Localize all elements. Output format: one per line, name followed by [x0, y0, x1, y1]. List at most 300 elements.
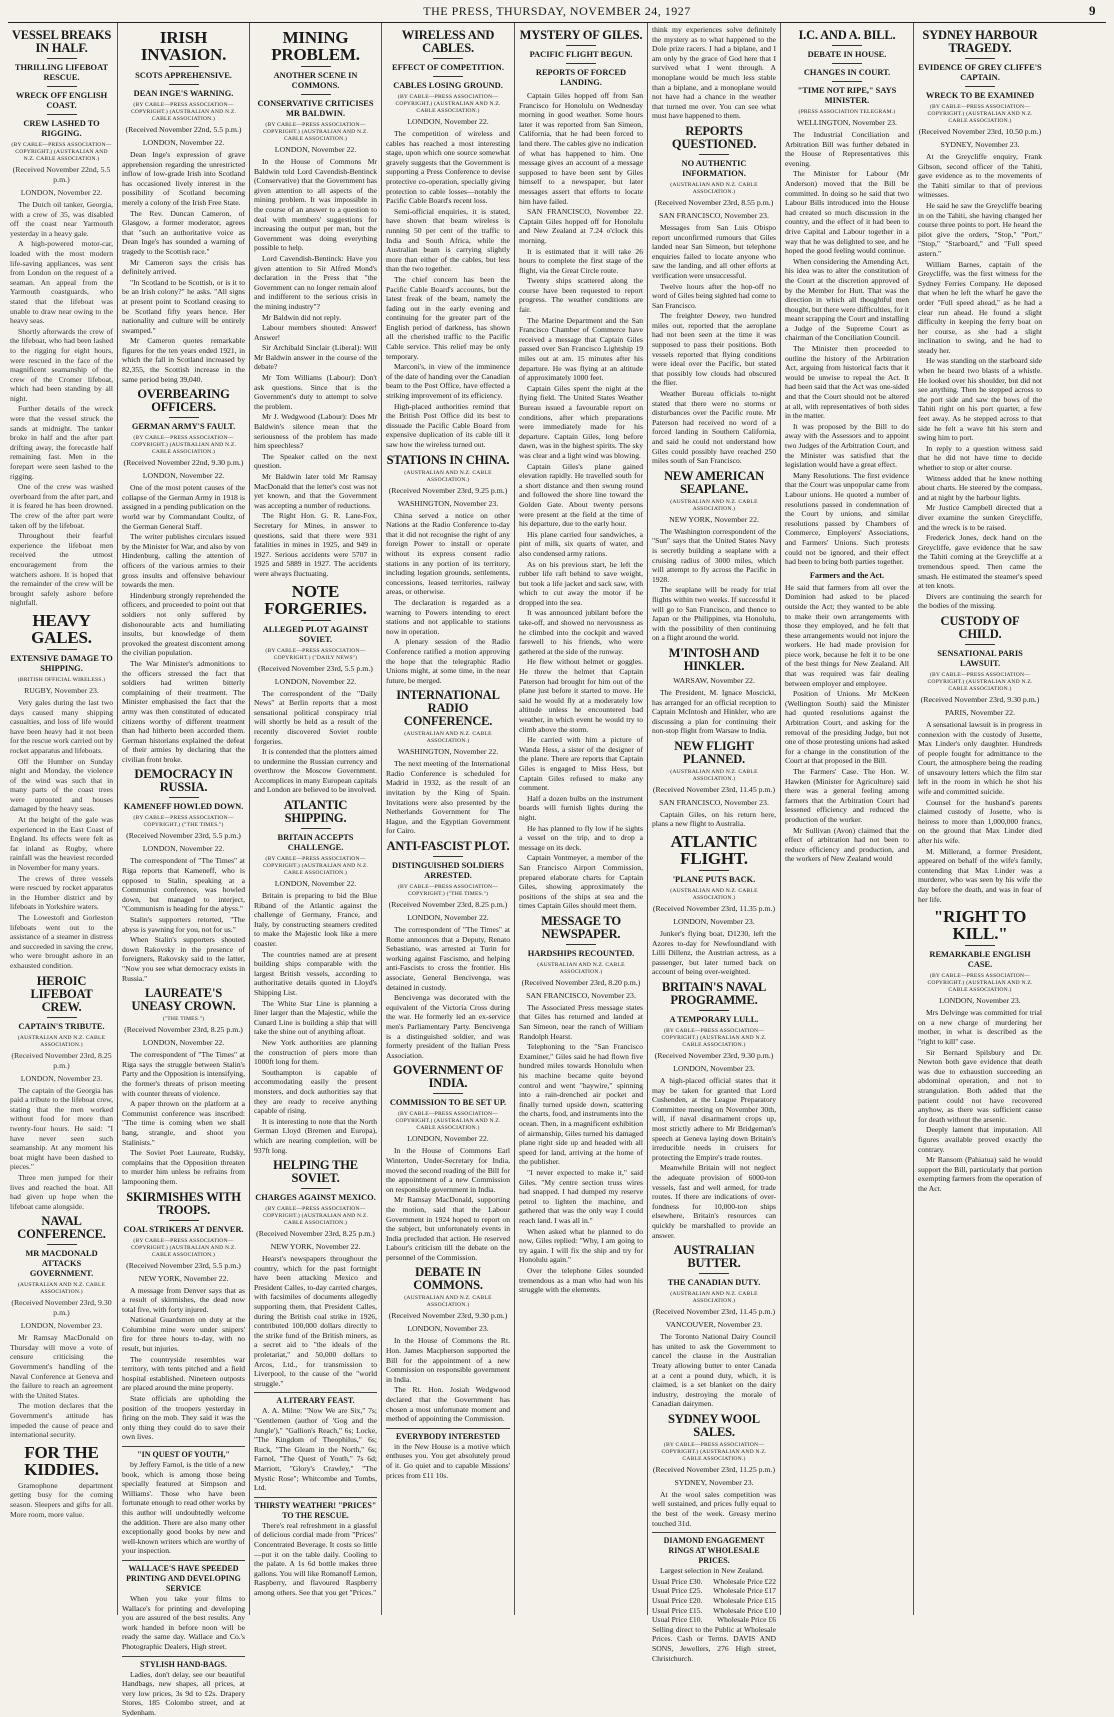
article-headline: LAUREATE'S UNEASY CROWN.: [122, 987, 245, 1013]
dateline: LONDON, November 22.: [122, 471, 245, 481]
paragraph: Messages from San Luis Obispo report unconfirmed rumours that Giles landed near San Simeon, but telephone enquiries failed to locate anyone who saw the landing, and all other efforts at verification were unsuccessful.: [652, 223, 776, 281]
paragraph: Deeply lament that imputation. All figures available proved exactly the contrary.: [918, 1125, 1042, 1154]
cable-credit: (AUSTRALIAN AND N.Z. CABLE ASSOCIATION.): [652, 888, 776, 902]
paragraph: Shortly afterwards the crew of the lifeboat, who had been lashed to the rigging for eight hours, were rescued in the face of the magnificent seamanship of the crew of the Cromer lifeboat, which had been standing by all night.: [10, 327, 113, 404]
ad-headline: "IN QUEST OF YOUTH,": [122, 1450, 245, 1460]
paragraph: Counsel for the husband's parents claimed custody of Josette, who is heiress to more than 1,000,000 francs, on the ground that Max Linder died after his wife.: [918, 798, 1042, 846]
article-subheading: HARDSHIPS RECOUNTED.: [519, 949, 643, 959]
wholesale-price: Wholesale Price £10: [713, 1606, 776, 1616]
dateline: LONDON, November 23.: [10, 1074, 113, 1084]
paragraph: He was standing on the starboard side when he heard two blasts of a whistle. He looked over his shoulder, but did not see anything. Then he stepped across to the port side and saw the bows of the Tahiti right on his port quarter, a few feet away. As he stepped across to that side he felt a wave hit his stern and swing him to port.: [918, 356, 1042, 442]
paragraph: Off the Humber on Sunday night and Monday, the violence of the wind was such that in many parts of the coast trees were uprooted and houses damaged by the heavy seas.: [10, 757, 113, 815]
page-number: 9: [1089, 3, 1096, 19]
cable-credit: (AUSTRALIAN AND N.Z. CABLE ASSOCIATION.): [10, 1282, 113, 1296]
article: [386, 454, 510, 686]
price-row: [652, 1615, 776, 1625]
article-headline: ATLANTIC FLIGHT.: [652, 833, 776, 867]
divider-rule: [699, 154, 729, 155]
paragraph: The Rev. Duncan Cameron, of Glasgow, a former moderator, agrees that "such an authoritative voice as Dean Inge's has sounded a warning of tragedy to the Scottish race.": [122, 209, 245, 257]
received-time: (Received November 23rd, 11.45 p.m.): [652, 1307, 776, 1317]
paragraph: Divers are continuing the search for the bodies of the missing.: [918, 592, 1042, 611]
paragraph: The correspondent of the "Daily News" at Berlin reports that a most sensational political conspiracy trial will shortly be held as a result of the recently discovered Soviet rouble forgeries.: [254, 689, 377, 747]
paragraph: High-placed authorities remind that the British Post Office did its best to dissuade the Pacific Cable Board from expensive duplication of its cable till it saw how the wireless turned out.: [386, 402, 510, 450]
divider-rule: [566, 45, 596, 46]
usual-price: Usual Price £15.: [652, 1606, 702, 1616]
paragraph: Captain Vontmeyer, a member of the San Francisco Airport Commission, prepared elaborate charts for Captain Giles, showing approximately the positions of the ships at sea and the times Captain Giles should meet them.: [519, 853, 643, 911]
paragraph: Frederick Jones, deck hand on the Greycliffe, gave evidence that he saw the Tahiti coming at the Greycliffe at a tremendous speed. Then came the smash. He estimated the steamer's speed at ten knots.: [918, 533, 1042, 591]
paragraph: The War Minister's admonitions to the officers stressed the fact that soldiers had written bitterly complaining of their treatment. The Minister emphasised the fact that the army was then constituted of educated citizens worthy of different treatment than had hitherto been accorded them. German historians explained the defeat of their armies by declaring that the civilian front broke.: [122, 659, 245, 765]
cable-credit: (BY CABLE—PRESS ASSOCIATION—COPYRIGHT.) (AUSTRALIAN AND N.Z. CABLE ASSOCIATION.): [254, 856, 377, 877]
article: [254, 29, 377, 579]
usual-price: Usual Price £30.: [652, 1577, 702, 1587]
dateline: LONDON, November 23.: [652, 917, 776, 927]
article: [652, 833, 776, 977]
paragraph: The Lowestoft and Gorleston lifeboats went out to the assistance of a steamer in distress and succeeded in saving the crew, who were brought ashore in an exhausted condition.: [10, 913, 113, 971]
article: [652, 981, 776, 1240]
ad-headline: EVERYBODY INTERESTED: [386, 1432, 510, 1442]
divider-rule: [433, 856, 463, 857]
advertisement: [122, 1446, 245, 1556]
cable-credit: (BY CABLE—PRESS ASSOCIATION—COPYRIGHT.) (AUSTRALIAN AND N.Z. CABLE ASSOCIATION.): [386, 94, 510, 115]
article-subheading: CHARGES AGAINST MEXICO.: [254, 1193, 377, 1203]
column-1: [6, 23, 118, 1615]
dateline: RUGBY, November 23.: [10, 686, 113, 696]
article: [122, 29, 245, 384]
paragraph: The Dutch oil tanker, Georgia, with a crew of 35, was disabled off the coast near Yarmouth yesterday in a heavy gale.: [10, 200, 113, 238]
article-headline: DEMOCRACY IN RUSSIA.: [122, 768, 245, 794]
received-time: (Received November 23rd, 5.5 p.m.): [122, 1261, 245, 1271]
divider-rule: [301, 1188, 331, 1189]
ad-headline: THIRSTY WEATHER! "PRICES" TO THE RESCUE.: [254, 1501, 377, 1521]
article-headline: HEAVY GALES.: [10, 612, 113, 646]
dateline: WASHINGTON, November 23.: [386, 499, 510, 509]
article-headline: WIRELESS AND CABLES.: [386, 29, 510, 55]
paragraph: Mr Tom Williams (Labour): Don't ask questions. Since that is the Government's duty to attempt to solve the problem.: [254, 373, 377, 411]
article-subheading: BRITAIN ACCEPTS CHALLENGE.: [254, 833, 377, 853]
paragraph: Ladies, don't delay, see our beautiful Handbags, new shapes, all prices, at very low prices, 3s 9d to £2s. Drapery Stores, 185 Colombo street, and at Sydenham.: [122, 1670, 245, 1717]
price-row: [652, 1577, 776, 1587]
paragraph: Mr Sullivan (Avon) claimed that the effect of arbitration had not been to reduce efficiency and production, and the workers of New Zealand would: [785, 826, 909, 864]
received-time: (Received November 23rd, 8.25 p.m.): [10, 1051, 113, 1071]
article-headline: NOTE FORGERIES.: [254, 583, 377, 617]
divider-rule: [433, 58, 463, 59]
paragraph: Three men jumped for their lives and reached the boat. All had given up hope when the lifeboat came alongside.: [10, 1173, 113, 1211]
cable-credit: (AUSTRALIAN AND N.Z. CABLE ASSOCIATION.): [519, 962, 643, 976]
article-subheading: PACIFIC FLIGHT BEGUN.: [519, 50, 643, 60]
article: [386, 29, 510, 450]
paragraph: The Associated Press message states that Giles has returned and landed at San Simeon, near the ranch of William Randolph Hearst.: [519, 1003, 643, 1041]
paragraph: The Speaker called on the next question.: [254, 452, 377, 471]
paragraph: The correspondent of "The Times" at Riga says the struggle between Stalin's Party and the Opposition is intensifying, the former's threats of prison meeting with counter threats of violence.: [122, 1050, 245, 1098]
dateline: LONDON, November 22.: [122, 1038, 245, 1048]
dateline: LONDON, November 22.: [254, 145, 377, 155]
paragraph: Mr Cameron says the crisis has definitely arrived.: [122, 258, 245, 277]
wholesale-price: Wholesale Price £15: [713, 1596, 776, 1606]
divider-rule: [965, 644, 995, 645]
advertisement: [254, 1497, 377, 1598]
article-headline: GOVERNMENT OF INDIA.: [386, 1064, 510, 1090]
article-subheading: COAL STRIKERS AT DENVER.: [122, 1225, 245, 1235]
paragraph: His plane carried four sandwiches, a pint of milk, six quarts of water, and also condensed army rations.: [519, 530, 643, 559]
article: [519, 915, 643, 1295]
article: [10, 29, 113, 608]
article-headline: STATIONS IN CHINA.: [386, 454, 510, 467]
paragraph: In reply to a question witness said that he did not have time to decide whether to stop or alter course.: [918, 444, 1042, 473]
dateline: LONDON, November 23.: [386, 1324, 510, 1334]
paragraph: It was proposed by the Bill to do away with the Assessors and to appoint two Judges of the Arbitration Court, and the Minister was satisfied that the legislation would have a great effect.: [785, 422, 909, 470]
usual-price: Usual Price £25.: [652, 1586, 702, 1596]
paragraph: The Industrial Conciliation and Arbitration Bill was further debated in the House of Representatives this evening.: [785, 130, 909, 168]
dateline: PARIS, November 22.: [918, 708, 1042, 718]
paragraph: At the Greycliffe enquiry, Frank Gibson, second officer of the Tahiti, gave evidence as to the movements of the Tahiti similar to that of previous witnesses.: [918, 152, 1042, 200]
article-headline: AUSTRALIAN BUTTER.: [652, 1244, 776, 1270]
article-headline: MINING PROBLEM.: [254, 29, 377, 63]
paragraph: think my experiences solve definitely the mystery as to what happened to the Dole prize racers. I had a biplane, and I am only by the grace of God here that I survived what I went through. A monoplane would be much less stable than a biplane, and a monoplane would not have had a chance in the weather that turned me over. You can see what must have happened to them.: [652, 25, 776, 121]
paragraph: Junker's flying boat, D1230, left the Azores to-day for Newfoundland with Lilli Dillenz, the Austrian actress, as a passenger, but later turned back on account of being over-weighted.: [652, 929, 776, 977]
advertisement: [652, 1532, 776, 1663]
paragraph: National Guardsmen on duty at the Columbine mine were under snipers' fire for three hours to-day, with no result, but injuries.: [122, 1315, 245, 1353]
dateline: NEW YORK, November 22.: [122, 1274, 245, 1284]
dateline: VANCOUVER, November 23.: [652, 1320, 776, 1330]
dateline: SAN FRANCISCO, November 23.: [652, 798, 776, 808]
paragraph: Mr Ramsay MacDonald, supporting the motion, said that the Labour Government in 1924 hoped to report on the subject, but unfortunately events in India precluded that action. He reserved Labour's criticism till the debate on the personnel of the Commission.: [386, 1195, 510, 1262]
cable-credit: (BY CABLE—PRESS ASSOCIATION—COPYRIGHT.) (AUSTRALIAN AND N.Z. CABLE ASSOCIATION.): [652, 1028, 776, 1049]
article-headline: ANTI-FASCIST PLOT.: [386, 840, 510, 853]
article-headline: "RIGHT TO KILL.": [918, 908, 1042, 942]
wholesale-price: Wholesale Price £6: [717, 1615, 776, 1625]
divider-rule: [965, 945, 995, 946]
paragraph: Mr Justice Campbell directed that a diver examine the sunken Greycliffe, and the wreck is to be raised.: [918, 503, 1042, 532]
article-subheading: EXTENSIVE DAMAGE TO SHIPPING.: [10, 654, 113, 674]
article-subheading: A TEMPORARY LULL.: [652, 1015, 776, 1025]
cable-credit: (AUSTRALIAN AND N.Z. CABLE ASSOCIATION.): [652, 1291, 776, 1305]
column-5: [515, 23, 648, 1615]
article-subheading: DISTINGUISHED SOLDIERS ARRESTED.: [386, 861, 510, 881]
dateline: SAN FRANCISCO, November 23.: [652, 211, 776, 221]
article-subheading: KAMENEFF HOWLED DOWN.: [122, 802, 245, 812]
article-headline: REPORTS QUESTIONED.: [652, 125, 776, 151]
divider-rule: [433, 76, 463, 77]
paragraph: The crews of three vessels were rescued by rocket apparatus in the Humber district and by lifeboats in Yorkshire waters.: [10, 874, 113, 912]
divider-rule: [301, 94, 331, 95]
article-headline: BRITAIN'S NAVAL PROGRAMME.: [652, 981, 776, 1007]
cable-credit: (BY CABLE—PRESS ASSOCIATION—COPYRIGHT.) (AUSTRALIAN AND N.Z. CABLE ASSOCIATION.): [254, 1206, 377, 1227]
divider-rule: [965, 86, 995, 87]
article: [122, 987, 245, 1186]
paragraph: He said he saw the Greycliffe bearing in on the Tahiti, she having changed her course three points to port. He heard the pilot give the orders, "Stop," "Port," "Stop," "Starboard," and "Full speed astern.": [918, 201, 1042, 259]
dateline: WARSAW, November 22.: [652, 676, 776, 686]
paragraph: M. Millerand, a former President, appeared on behalf of the wife's family, contending that Max Linder was a murderer, who was seen by his wife the day before the death, and was in fear of her life.: [918, 847, 1042, 905]
cable-credit: (AUSTRALIAN AND N.Z. CABLE ASSOCIATION.): [652, 499, 776, 513]
dateline: LONDON, November 22.: [10, 188, 113, 198]
paragraph: He said that farmers from all over the Dominion had asked to be placed outside the Act; they wanted to be able to make their own arrangements with those they employed, and he felt that these arrangements would not injure the workers. He had made provision for piece work, because he felt it to be one of the best things for New Zealand. All that was required was fair dealing between employer and employee.: [785, 583, 909, 689]
cable-credit: (BRITISH OFFICIAL WIRELESS.): [10, 677, 113, 684]
article: [918, 908, 1042, 1193]
received-time: (Received November 23rd, 9.30 p.m.): [10, 1298, 113, 1318]
dateline: LONDON, November 22.: [254, 879, 377, 889]
column-3: [250, 23, 382, 1615]
article-subheading: THE CANADIAN DUTY.: [652, 1278, 776, 1288]
article: [652, 125, 776, 466]
article-subheading: 'PLANE PUTS BACK.: [652, 875, 776, 885]
dateline: LONDON, November 23.: [918, 996, 1042, 1006]
cable-credit: (BY CABLE—PRESS ASSOCIATION—COPYRIGHT.) (AUSTRALIAN AND N.Z. CABLE ASSOCIATION.): [918, 104, 1042, 125]
article: [652, 1244, 776, 1409]
paragraph: Mr Ramsay MacDonald on Thursday will move a vote of censure criticising the Government's handling of the Naval Conference at Geneva and the failure to reach an agreement with the United States.: [10, 1333, 113, 1400]
paragraph: The chief concern has been the Pacific Cable Board's accounts, but the latest freak of the beam, namely the fading out in the early evening and continuing for the greater part of the English period of darkness, has shown all the cherished traffic to the Pacific Cable service. This relief may be only temporary.: [386, 275, 510, 361]
paragraph: Throughout their fearful experience the lifeboat men received the utmost encouragement from the watchers ashore. It is hoped that the remainder of the crew will be brought safely ashore before nightfall.: [10, 531, 113, 608]
article-subheading: CAPTAIN'S TRIBUTE.: [10, 1022, 113, 1032]
cable-credit: (AUSTRALIAN AND N.Z. CABLE ASSOCIATION.): [386, 470, 510, 484]
paragraph: Position of Unions. Mr McKeen (Wellington South) said the Minister had quoted resolutions against the Arbitration Court, and asking for the removal of the presiding Judge, but not one of those protesting unions had asked for a change in the constitution of the Court at that proposed in the Bill.: [785, 689, 909, 766]
paragraph: The freighter Dewey, two hundred miles out, reported that the aeroplane had not been seen at the time it was supposed to pass their positions. Both vessels reported that flying conditions were ideal over the Pacific, but stated that possibly low clouds had obscured the flier.: [652, 311, 776, 388]
article-subheading: NO AUTHENTIC INFORMATION.: [652, 159, 776, 179]
article: [10, 612, 113, 971]
paragraph: At the wool sales competition was well sustained, and prices fully equal to the best of the week. Greasy merino touched 31d.: [652, 1490, 776, 1528]
cable-credit: (AUSTRALIAN AND N.Z. CABLE ASSOCIATION.): [652, 182, 776, 196]
dateline: SAN FRANCISCO, November 23.: [519, 991, 643, 1001]
paragraph: In the House of Commons Earl Winterton, Under-Secretary for India, moved the second reading of the Bill for the appointment of a new Commission on responsible government in India.: [386, 1146, 510, 1194]
column-6: [648, 23, 781, 1615]
paragraph: Twenty ships scattered along the course have been requested to report progress. The weather conditions are fair.: [519, 276, 643, 314]
paragraph: He flew without helmet or goggles. He threw the helmet that Captain Paterson had brought for him out of the plane just before it started to move. He said he would fly at a moderately low altitude unless he encountered bad weather, in which event he would try to climb above the storm.: [519, 657, 643, 734]
usual-price: Usual Price £20.: [652, 1596, 702, 1606]
article-headline: IRISH INVASION.: [122, 29, 245, 63]
paragraph: When considering the Amending Act, his idea was to alter the constitution of the Court at the discretion approved of by the Member for Hutt. That was the direction in which all thoughtful men thought, but there were difficulties, for it meant scrapping the Court and installing a Judge of the Supreme Court as chairman of the Conciliation Council.: [785, 257, 909, 343]
paragraph: A sensational lawsuit is in progress in connexion with the custody of Jusette, Max Linder's only daughter. Hundreds of people fought for admittance to the Court, the atmosphere being the reading of unsavoury letters which the film star left in the room in which he shot his wife and committed suicide.: [918, 720, 1042, 797]
cable-credit: ("THE TIMES."): [122, 1016, 245, 1023]
received-time: (Received November 23rd, 10.50 p.m.): [918, 127, 1042, 137]
paragraph: "In Scotland to be Scottish, or is it to be an Irish colony?" he asks. "All signs at present point to Scotland ceasing to be Scotland fifty years hence. Her nationality and culture will be entirely swamped.": [122, 278, 245, 336]
paragraph: Mrs Delvinge was committed for trial on a new charge of murdering her mother, in what is described as the "right to kill" case.: [918, 1008, 1042, 1046]
paragraph: Over the telephone Giles sounded tremendous as a man who had won his struggle with the elements.: [519, 1266, 643, 1295]
paragraph: New York authorities are planning the construction of piers more than 1000ft long for them.: [254, 1038, 377, 1067]
divider-rule: [169, 1220, 199, 1221]
column-4: [382, 23, 515, 1615]
divider-rule: [169, 417, 199, 418]
cable-credit: (BY CABLE—PRESS ASSOCIATION—COPYRIGHT.) ("DAILY NEWS"): [254, 648, 377, 662]
dateline: LONDON, November 22.: [122, 138, 245, 148]
article-subheading: SCOTS APPREHENSIVE.: [122, 71, 245, 81]
paragraph: The correspondent of "The Times" at Rome announces that a Deputy, Renato Sebastiano, was arrested at Turin for working against Fascismo, and helping anti-Fascists to cross the frontier. His associate, General Bencivenga, was detained in custody.: [386, 925, 510, 992]
ad-headline: STYLISH HAND-BAGS.: [122, 1660, 245, 1670]
divider-rule: [47, 1017, 77, 1018]
article: [122, 388, 245, 764]
received-time: (Received November 23rd, 8.25 p.m.): [254, 1229, 377, 1239]
article: [386, 840, 510, 1060]
received-time: (Received November 23rd, 8.25 p.m.): [386, 900, 510, 910]
wholesale-price: Wholesale Price £22: [713, 1577, 776, 1587]
article-subheading: WRECK OFF ENGLISH COAST.: [10, 91, 113, 111]
received-time: (Received November 23rd, 11.25 p.m.): [652, 1465, 776, 1475]
paragraph: Britain is preparing to bid the Blue Riband of the Atlantic against the challenge of Germany, France, and Italy, by constructing steamers credited to make the Majestic look like a mere coaster.: [254, 891, 377, 949]
article-subheading: DEBATE IN HOUSE.: [785, 50, 909, 60]
article-headline: HELPING THE SOVIET.: [254, 1159, 377, 1185]
received-time: (Received November 22nd, 9.30 p.m.): [122, 458, 245, 468]
cable-credit: (BY CABLE—PRESS ASSOCIATION—COPYRIGHT.) (AUSTRALIAN AND N.Z. CABLE ASSOCIATION.): [386, 1111, 510, 1132]
paragraph: In the House of Commons Mr Baldwin told Lord Cavendish-Bentinck (Conservative) that the Government has given attention to all aspects of the mining problem. It was impossible in the course of an answer to a question to deal with members' suggestions for increasing the output per man, but the Government was doing everything possible to help.: [254, 157, 377, 253]
advertisement: [122, 1560, 245, 1652]
divider-rule: [47, 1244, 77, 1245]
paragraph: Sir Archibald Sinclair (Liberal): Will Mr Baldwin answer in the course of the debate?: [254, 343, 377, 372]
masthead-title: THE PRESS, THURSDAY, NOVEMBER 24, 1927: [423, 4, 691, 19]
divider-rule: [301, 620, 331, 621]
article: [386, 689, 510, 836]
article-subheading: EFFECT OF COMPETITION.: [386, 63, 510, 73]
article-subheading: EVIDENCE OF GREY CLIFFE'S CAPTAIN.: [918, 63, 1042, 83]
column-8: [914, 23, 1046, 1615]
article: [652, 647, 776, 736]
paragraph: Sir Bernard Spilsbury and Dr. Newton both gave evidence that death was due to exhaustion succeeding an abdominal operation, and not to strangulation. Both added that the patient could not have recovered anyhow, as there was sufficient cause for death without the arsenic.: [918, 1048, 1042, 1125]
paragraph: There's real refreshment in a glassful of delicious cordial made from "Prices" Concentrated Beverage. It costs so little—put it on the table daily. Cooling to the palate. A 1s 6d bottle makes three gallons. You will like Romanoff Lemon, Raspberry, and flavoured Raspberry among others. See that you get "Prices.": [254, 1521, 377, 1598]
article-subheading: WRECK TO BE EXAMINED: [918, 91, 1042, 101]
paragraph: The Rt. Hon. Josiah Wedgwood declared that the Government has chosen a most unfortunate moment and method of appointing the Commission.: [386, 1385, 510, 1423]
advertisement: [386, 1428, 510, 1480]
usual-price: Usual Price £10.: [652, 1615, 702, 1625]
article: [785, 29, 909, 567]
received-time: (Received November 23rd, 9.25 p.m.): [386, 486, 510, 496]
article-headline: M'INTOSH AND HINKLER.: [652, 647, 776, 673]
paragraph: "I never expected to make it," said Giles. "My centre section truss wires had snapped. I had dumped my reserve petrol to lighten the machine, and gathered that was the only way I could reach land. I was all in.": [519, 1168, 643, 1226]
paragraph: The Farmers' Case. The Hon. W. Hawken (Minister for Agriculture) said there was a general feeling among farmers that the Arbitration Court had lessened efficiency and reduced the production of the worker.: [785, 767, 909, 825]
paragraph: The Washington correspondent of the "Sun" says that the United States Navy is secretly building a seaplane with a cruising radius of 3000 miles, which will attempt to fly across the Pacific in 1928.: [652, 527, 776, 585]
divider-rule: [965, 58, 995, 59]
paragraph: In the House of Commons the Rt. Hon. James Macpherson supported the Bill for the appointment of a new Commission on responsible government in India.: [386, 1336, 510, 1384]
paragraph: Mr Baldwin did not reply.: [254, 313, 377, 323]
received-time: (Received November 23rd, 9.30 p.m.): [386, 1311, 510, 1321]
article: [122, 768, 245, 983]
received-time: (Received November 23rd, 11.35 p.m.): [652, 904, 776, 914]
column-7: [781, 23, 914, 1615]
paragraph: A paper thrown on the platform at a Communist conference was inscribed: "The time is coming when we shall hang, strangle, and shoot you Stalinists.": [122, 1099, 245, 1147]
paragraph: Mr Cameron quotes remarkable figures for the ten years ended 1921, in which the fall in Scotland increased by 82,355, the Scottish increase in the same period being 39,040.: [122, 336, 245, 384]
dateline: LONDON, November 23.: [10, 1321, 113, 1331]
paragraph: Mr Ransom (Pahiatua) said he would support the Bill, particularly that portion exempting farmers from the operation of the Act.: [918, 1155, 1042, 1193]
article: [254, 583, 377, 796]
article: [519, 29, 643, 911]
paragraph: The Toronto National Dairy Council has united to ask the Government to cancel the clause in the Australian Treaty allowing butter to enter Canada at a cent a pound duty, which, it is claimed, is a set blanket on the dairy industry, destroying the morale of Canadian dairymen.: [652, 1332, 776, 1409]
paragraph: The competition of wireless and cables has reached a most interesting stage, upon which one source somewhat gravely suggests that the Government is supporting a Press Conference to devise protective co-operation, specially giving protection to cable losses—notably the Pacific Cable Board's recent loss.: [386, 129, 510, 206]
paragraph: As on his previous start, he left the rubber life raft behind to save weight, but took a life jacket and sack saw, with which to cut away the motor if he dropped into the sea.: [519, 560, 643, 608]
received-time: (Received November 23rd, 8.20 p.m.): [519, 978, 643, 988]
article-headline: SYDNEY HARBOUR TRAGEDY.: [918, 29, 1042, 55]
price-row: [652, 1596, 776, 1606]
paragraph: Very gales during the last two days caused many shipping casualties, and loss of life would have been heavy had it not been for the rescue work carried out by rocket apparatus and lifeboats.: [10, 698, 113, 756]
paragraph: Captain Giles's plane gained elevation rapidly. He travelled south for a short distance and then swung round and followed the shore line toward the Golden Gate. About twenty persons were present at the field at the time of his departure, due to the early hour.: [519, 462, 643, 529]
paragraph: He carried with him a picture of Wanda Hess, a sister of the designer of the plane. There are reports that Captain Giles is engaged to Miss Hess, but Captain Giles refused to make any comment.: [519, 735, 643, 793]
divider-rule: [433, 1093, 463, 1094]
article-subheading: REMARKABLE ENGLISH CASE.: [918, 950, 1042, 970]
divider-rule: [169, 84, 199, 85]
cable-credit: (AUSTRALIAN AND N.Z. CABLE ASSOCIATION.): [652, 769, 776, 783]
paragraph: The writer publishes circulars issued by the Minister for War, and also by von Hindenburg, calling the attention of officers of the various armies to their gross insults and offensive behaviour towards the men.: [122, 532, 245, 590]
ad-headline: WALLACE'S HAVE SPEEDED PRINTING AND DEVELOPING SERVICE: [122, 1564, 245, 1594]
paragraph: Mr J. Wedgwood (Labour): Does Mr Baldwin's silence mean that the seriousness of the problem has made him speechless?: [254, 412, 377, 450]
cable-credit: (BY CABLE—PRESS ASSOCIATION—COPYRIGHT.) ("THE TIMES."): [386, 884, 510, 898]
cable-credit: (BY CABLE—PRESS ASSOCIATION—COPYRIGHT.) (AUSTRALIAN AND N.Z. CABLE ASSOCIATION.): [918, 973, 1042, 994]
paragraph: When Stalin's supporters shouted down Rakovsky in the presence of foreigners, Rakovsky said to the latter, "Now you see what democracy exists in Russia.": [122, 935, 245, 983]
article-subheading: COMMISSION TO BE SET UP.: [386, 1098, 510, 1108]
article-subheading: CREW LASHED TO RIGGING.: [10, 119, 113, 139]
columns-container: [6, 23, 1108, 1615]
divider-rule: [47, 58, 77, 59]
article: [652, 1413, 776, 1528]
paragraph: Captain Giles, on his return here, plans a new flight to Australia.: [652, 810, 776, 829]
paragraph: Bencivenga was decorated with the equivalent of the Victoria Cross during the war. He formerly led an ex-service men's Parliamentary Party. Bencivenga is a distinguished soldier, and was formerly president of the Italian Press Association.: [386, 993, 510, 1060]
article-subheading: "TIME NOT RIPE," SAYS MINISTER.: [785, 86, 909, 106]
paragraph: It is interesting to note that the North German Lloyd (Bremen and Europa), which are nearing completion, will be 937ft long.: [254, 1117, 377, 1155]
dateline: LONDON, November 22.: [386, 1134, 510, 1144]
article: [122, 1191, 245, 1443]
dateline: NEW YORK, November 22.: [652, 515, 776, 525]
cable-credit: (BY CABLE—PRESS ASSOCIATION—COPYRIGHT.) (AUSTRALIAN AND N.Z. CABLE ASSOCIATION.): [652, 1442, 776, 1463]
dateline: LONDON, November 22.: [254, 677, 377, 687]
article-headline: MYSTERY OF GILES.: [519, 29, 643, 42]
cable-credit: (AUSTRALIAN AND N.Z. CABLE ASSOCIATION.): [386, 1295, 510, 1309]
paragraph: The next meeting of the International Radio Conference is scheduled for Madrid in 1932, as the result of an invitation by the King of Spain. Invitations were also presented by the Netherlands Government for The Hague, and the Egyptian Government for Cairo.: [386, 759, 510, 836]
paragraph: One of the crew was washed overboard from the after part, and it is feared he has been drowned. The crew of the after part were taken off by the lifeboat.: [10, 482, 113, 530]
article-subheading: ANOTHER SCENE IN COMMONS.: [254, 71, 377, 91]
dateline: WELLINGTON, November 23.: [785, 118, 909, 128]
article: [10, 975, 113, 1212]
paragraph: The seaplane will be ready for trial flights within two weeks. If successful it will go to San Francisco, and thence to Japan or the Philippines, via Honolulu, with the possibility of then continuing on a flight around the world.: [652, 585, 776, 643]
article-headline: ATLANTIC SHIPPING.: [254, 799, 377, 825]
paragraph: Largest selection in New Zealand.: [652, 1566, 776, 1576]
masthead: [6, 0, 1108, 22]
received-time: (Received November 22nd, 5.5 p.m.): [10, 165, 113, 185]
paragraph: State officials are upholding the position of the troopers yesterday in firing on the mob. They said it was the only thing they could do to save their own lives.: [122, 1394, 245, 1442]
paragraph: Further details of the wreck were that the vessel struck the sands at midnight. The tanker broke in half and the after part drifting away, the forecastle half remaining fast. Men in the forepart were seen lashed to the rigging.: [10, 404, 113, 481]
wholesale-price: Wholesale Price £17: [713, 1586, 776, 1596]
paragraph: The Minister then proceeded to outline the history of the Arbitration Act, arguing from historical facts that it would be unwise to repeal the Act. It had been said that the Act was one-sided and that the Court should not be altered at all, with representatives of both sides in the matter.: [785, 344, 909, 421]
paragraph: A high-placed official states that it may be taken for granted that Lord Cushenden, at the League Preparatory Committee meeting on November 30th, will, if naval disarmament crops up, most strictly adhere to Mr Bridgeman's speech at Geneva laying down Britain's irreducible needs in cruisers for protecting the Empire's trade routes.: [652, 1076, 776, 1162]
paragraph: When you take your films to Wallace's for printing and developing you are assured of the best results. Any work handed in before noon will be ready the same day. Wallace and Co.'s Photographic Dealers, High street.: [122, 1594, 245, 1652]
divider-rule: [301, 66, 331, 67]
article-headline: MESSAGE TO NEWSPAPER.: [519, 915, 643, 941]
paragraph: The motion declares that the Government's attitude has impeded the cause of peace and international security.: [10, 1401, 113, 1439]
article-subheading: THRILLING LIFEBOAT RESCUE.: [10, 63, 113, 83]
paragraph: It was announced jubilant before the take-off, and showed no nervousness as he climbed into the cockpit and waved farewell to his friends, who were gathered at the side of the runway.: [519, 608, 643, 656]
received-time: (Received November 23rd, 9.30 p.m.): [652, 1051, 776, 1061]
paragraph: Southampton is capable of accommodating easily the present monsters, and dock authorities say that they are ready to receive anything capable of rising.: [254, 1068, 377, 1116]
advertisement: [254, 1392, 377, 1492]
cable-credit: (BY CABLE—PRESS ASSOCIATION—COPYRIGHT.) (AUSTRALIAN AND N.Z. CABLE ASSOCIATION.): [254, 122, 377, 143]
paragraph: Gramophone department getting busy for the coming season. Sleepers and gifts for all. More room, more value.: [10, 1481, 113, 1519]
cable-credit: (AUSTRALIAN AND N.Z. CABLE ASSOCIATION.): [386, 731, 510, 745]
received-time: (Received November 23rd, 5.5 p.m.): [254, 664, 377, 674]
received-time: (Received November 23rd, 9.30 p.m.): [918, 695, 1042, 705]
paragraph: The Marine Department and the San Francisco Chamber of Commerce have received a message that Captain Giles passed over San Francisco Lightship 19 miles out at am. 15 minutes after his departure. He was flying at an altitude of approximately 1000 feet.: [519, 316, 643, 383]
received-time: (Received November 22nd, 5.5 p.m.): [122, 125, 245, 135]
paragraph: A plenary session of the Radio Conference ratified a motion approving the hope that the telegraphic Radio Unions might, at some time, in the near future, be merged.: [386, 637, 510, 685]
dateline: WASHINGTON, November 22.: [386, 747, 510, 757]
paragraph: The correspondent of "The Times" at Riga reports that Kameneff, who is opposed to Stalin, speaking at a Communist conference, was howled down, but managed to interject, "Communism is heading for the abyss.": [122, 856, 245, 914]
dateline: SYDNEY, November 23.: [652, 1478, 776, 1488]
paragraph: in the New House is a motive which enthuses you. You get absolutely proud of it. Go quiet and to capable Missions' prices from £11 10s.: [386, 1442, 510, 1480]
paragraph: Lord Cavendish-Bentinck: Have you given attention to Sir Alfred Mond's declaration in the Press that "the Government can no longer remain aloof and indifferent to the serious crisis in the mining industry"?: [254, 254, 377, 312]
paragraph: At the height of the gale was experienced in the East Coast of England. Its effects were felt as far inland as Rugby, where rainfall was the heaviest recorded in November for many years.: [10, 815, 113, 873]
paragraph: Captain Giles hopped off from San Francisco for Honolulu on Wednesday morning in good weather. Some hours later it was reported from San Simeon, California, that he had been forced to land there. The cables give no indication of what has happened to him. One message gives an account of a message supposed to have been sent by Giles himself to a newspaper, but later messages assert that efforts to locate him have failed.: [519, 91, 643, 206]
article: [386, 1064, 510, 1262]
article-subheading: DEAN INGE'S WARNING.: [122, 89, 245, 99]
divider-rule: [47, 649, 77, 650]
article-headline: DEBATE IN COMMONS.: [386, 1266, 510, 1292]
cable-credit: (BY CABLE—PRESS ASSOCIATION—COPYRIGHT.) (AUSTRALIAN AND N.Z. CABLE ASSOCIATION.): [122, 102, 245, 123]
divider-rule: [832, 45, 862, 46]
paragraph: The captain of the Georgia has paid a tribute to the lifeboat crew, stating that the men worked without food for more than twenty-four hours. He said: "I have never seen such seamanship. At any moment his boat might have been dashed to pieces.": [10, 1086, 113, 1172]
paragraph: Telephoning to the "San Francisco Examiner," Giles said he had flown five hundred miles towards Honolulu when his machine became quite beyond control and went "haywire," spinning into a rain-drenched air pocket and finally turned upside down, scattering the charts, food, and instruments into the ocean. Then, in a magnificent exhibition of airmanship, Giles turned his damaged plane right side up and headed with all speed for land, arriving at the home of the publisher.: [519, 1042, 643, 1167]
article-subheading: SENSATIONAL PARIS LAWSUIT.: [918, 649, 1042, 669]
